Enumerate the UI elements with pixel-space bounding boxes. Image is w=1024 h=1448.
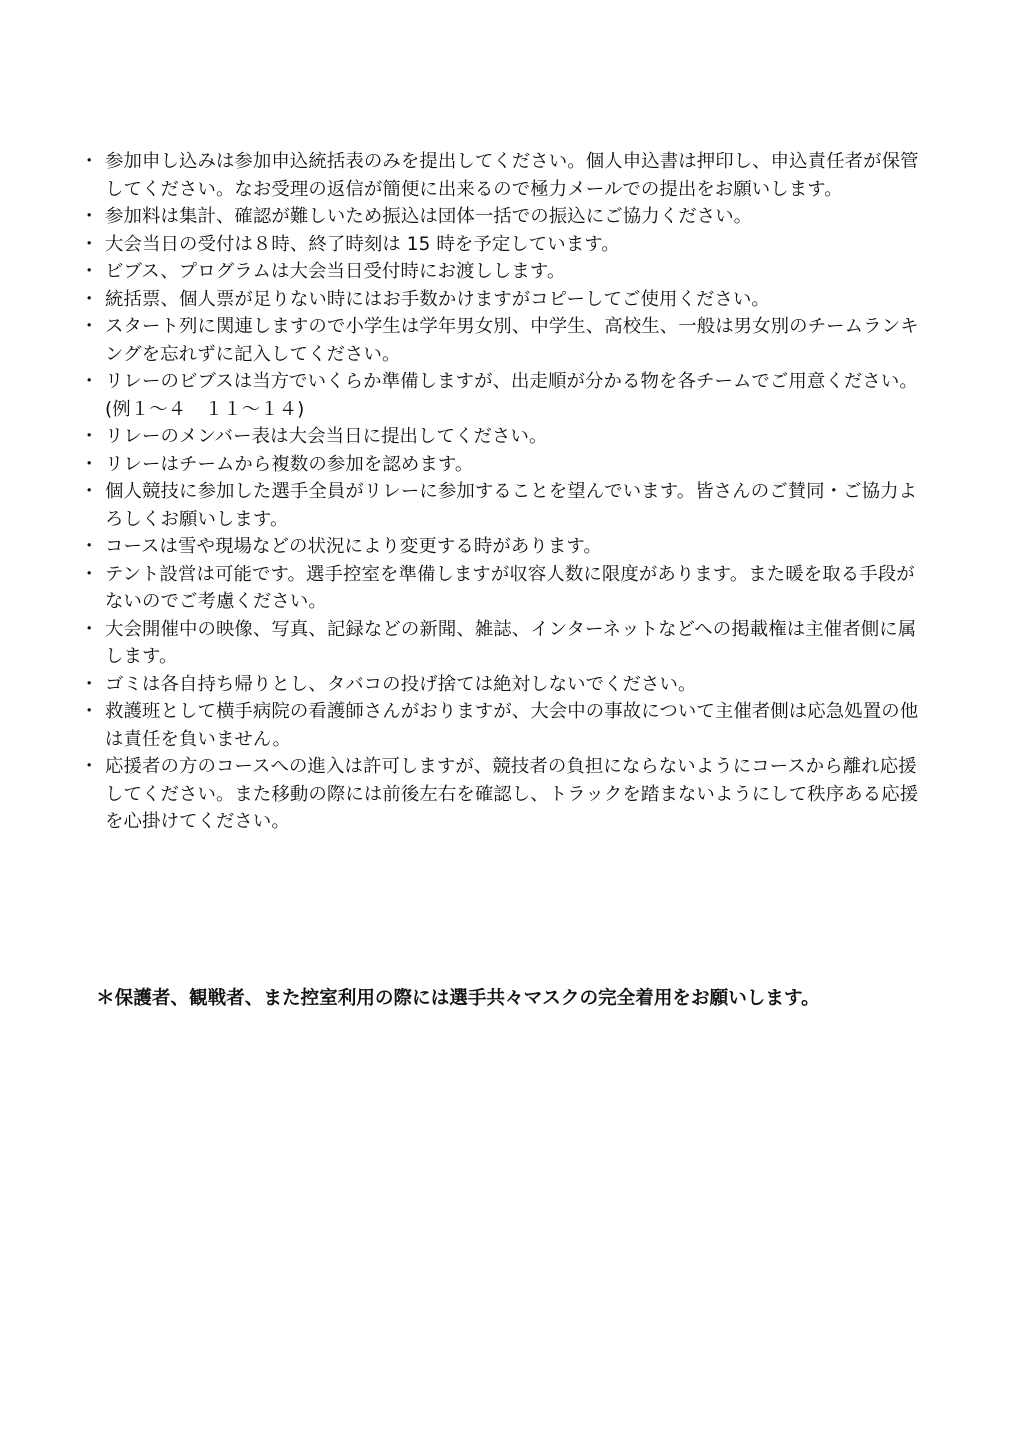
note-text: ビブス、プログラムは大会当日受付時にお渡しします。 xyxy=(105,261,566,282)
note-text: リレーはチームから複数の参加を認めます。 xyxy=(105,453,474,475)
bullet-icon: ・ xyxy=(80,673,99,695)
bullet-icon: ・ xyxy=(80,618,99,640)
note-text: 大会開催中の映像、写真、記録などの新聞、雑誌、インターネットなどへの掲載権は主催者側に属します。 xyxy=(105,618,917,667)
note-text: テント設営は可能です。選手控室を準備しますが収容人数に限度があります。また暖を取る手段がないのでご考慮ください。 xyxy=(105,563,915,612)
note-text: 統括票、個人票が足りない時にはお手数かけますがコピーしてご使用ください。 xyxy=(105,288,770,310)
list-item xyxy=(80,148,930,203)
note-text: 大会当日の受付は８時、終了時刻は 15 時を予定しています。 xyxy=(105,233,620,255)
bullet-icon: ・ xyxy=(80,481,99,502)
list-item xyxy=(80,258,930,286)
note-text: 参加申し込みは参加申込統括表のみを提出してください。個人申込書は押印し、申込責任者が保管してください。なお受理の返信が簡便に出来るので極力メールでの提出をお願いします。 xyxy=(105,151,919,200)
bullet-icon: ・ xyxy=(80,288,99,310)
list-item xyxy=(80,561,930,616)
note-text: リレーのメンバー表は大会当日に提出してください。 xyxy=(105,426,548,447)
bullet-icon: ・ xyxy=(80,536,99,557)
bullet-icon: ・ xyxy=(80,151,99,172)
note-text: コースは雪や現場などの状況により変更する時があります。 xyxy=(105,536,602,557)
note-text: リレーのビブスは当方でいくらか準備しますが、出走順が分かる物を各チームでご用意ください。(例１～４ １１～１４) xyxy=(105,371,918,420)
list-item xyxy=(80,423,930,451)
note-text: 救護班として横手病院の看護師さんがおりますが、大会中の事故について主催者側は応急処置の他は責任を負いません。 xyxy=(105,701,919,750)
bullet-icon: ・ xyxy=(80,426,99,447)
note-text: 参加料は集計、確認が難しいため振込は団体一括での振込にご協力ください。 xyxy=(105,206,753,227)
mask-request-note: ＊保護者、観戦者、また控室利用の際には選手共々マスクの完全着用をお願いします。 xyxy=(96,988,820,1009)
bullet-icon: ・ xyxy=(80,756,99,777)
bullet-icon: ・ xyxy=(80,206,99,227)
note-text: ゴミは各自持ち帰りとし、タバコの投げ捨ては絶対しないでください。 xyxy=(105,673,697,695)
bullet-icon: ・ xyxy=(80,371,99,392)
bullet-icon: ・ xyxy=(80,701,99,722)
list-item xyxy=(80,368,930,423)
note-text: 応援者の方のコースへの進入は許可しますが、競技者の負担にならないようにコースから離れ応援してください。また移動の際には前後左右を確認し、トラックを踏まないようにして秩序ある応援を心掛けてください。 xyxy=(105,756,919,832)
bullet-icon: ・ xyxy=(80,453,99,475)
list-item xyxy=(80,286,930,314)
list-item xyxy=(80,616,930,671)
bullet-icon: ・ xyxy=(80,233,99,255)
bullet-icon: ・ xyxy=(80,261,99,282)
notes-list xyxy=(80,148,930,836)
note-text: スタート列に関連しますので小学生は学年男女別、中学生、高校生、一般は男女別のチームランキングを忘れずに記入してください。 xyxy=(105,316,919,365)
list-item xyxy=(80,231,930,259)
list-item xyxy=(80,533,930,561)
bullet-icon: ・ xyxy=(80,563,99,585)
bullet-icon: ・ xyxy=(80,316,99,337)
list-item xyxy=(80,753,930,836)
note-text: 個人競技に参加した選手全員がリレーに参加することを望んでいます。皆さんのご賛同・ご協力よろしくお願いします。 xyxy=(105,481,918,530)
list-item xyxy=(80,698,930,753)
list-item xyxy=(80,671,930,699)
list-item xyxy=(80,451,930,479)
list-item xyxy=(80,478,930,533)
list-item xyxy=(80,313,930,368)
list-item xyxy=(80,203,930,231)
